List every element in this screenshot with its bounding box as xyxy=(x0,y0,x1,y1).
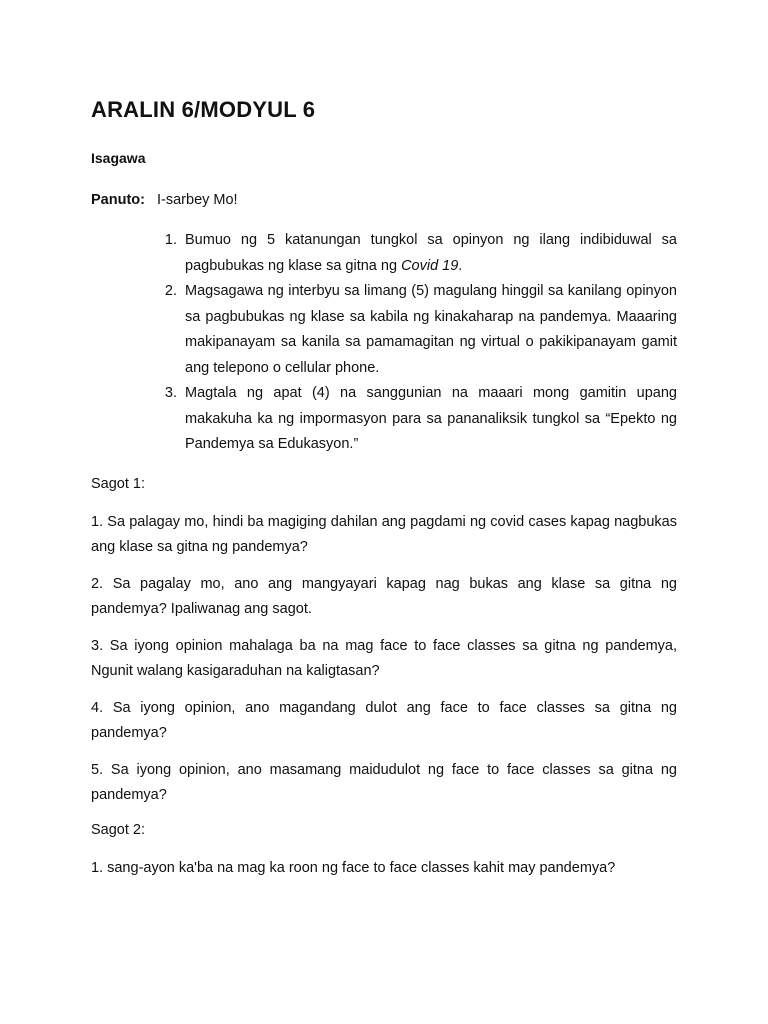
page-title: ARALIN 6/MODYUL 6 xyxy=(91,97,316,122)
instruction-text: Bumuo ng 5 katanungan tungkol sa opinyon ng ilang indibiduwal sa pagbubukas ng klase sa gitna ng xyxy=(185,232,677,274)
instruction-item xyxy=(181,279,677,381)
sagot1-label: Sagot 1: xyxy=(91,475,146,492)
sagot2-label: Sagot 2: xyxy=(91,821,146,838)
question: 4. Sa iyong opinion, ano magandang dulot ang face to face classes sa gitna ng pandemya? xyxy=(91,699,677,741)
instruction-item xyxy=(181,228,677,279)
question: 5. Sa iyong opinion, ano masamang maidudulot ng face to face classes sa gitna ng pandemya? xyxy=(91,761,677,803)
question: 2. Sa pagalay mo, ano ang mangyayari kapag nag bukas ang klase sa gitna ng pandemya? Ipaliwanag ang sagot. xyxy=(91,575,677,617)
instruction-end: . xyxy=(458,257,463,274)
question: 3. Sa iyong opinion mahalaga ba na mag face to face classes sa gitna ng pandemya, Ngunit walang kasigaraduhan na kaligtasan? xyxy=(91,637,677,679)
instruction-list xyxy=(91,228,677,458)
question: 1. sang-ayon ka'ba na mag ka roon ng face to face classes kahit may pandemya? xyxy=(91,859,616,876)
instruction-text: Magtala ng apat (4) na sanggunian na maaari mong gamitin upang makakuha ka ng impormasyon para sa pananaliksik tungkol sa “Epekto ng Pandemya sa Edukasyon.” xyxy=(185,385,677,452)
section-label: Isagawa xyxy=(91,150,146,166)
instruction-line xyxy=(91,190,677,210)
question: 1. Sa palagay mo, hindi ba magiging dahilan ang pagdami ng covid cases kapag nagbukas ang klase sa gitna ng pandemya? xyxy=(91,513,677,555)
instruction-item xyxy=(181,381,677,458)
panuto-text: I-sarbey Mo! xyxy=(157,192,238,208)
instruction-text: Magsagawa ng interbyu sa limang (5) magulang hinggil sa kanilang opinyon sa pagbubukas ng klase sa kabila ng kinakaharap na pandemya. Maaaring makipanayam sa kanila sa pamamagitan ng virtual o pakikipanayam gamit ang telepono o cellular phone. xyxy=(185,283,677,376)
panuto-label: Panuto: xyxy=(91,192,145,208)
instruction-italic: Covid 19 xyxy=(401,257,459,274)
